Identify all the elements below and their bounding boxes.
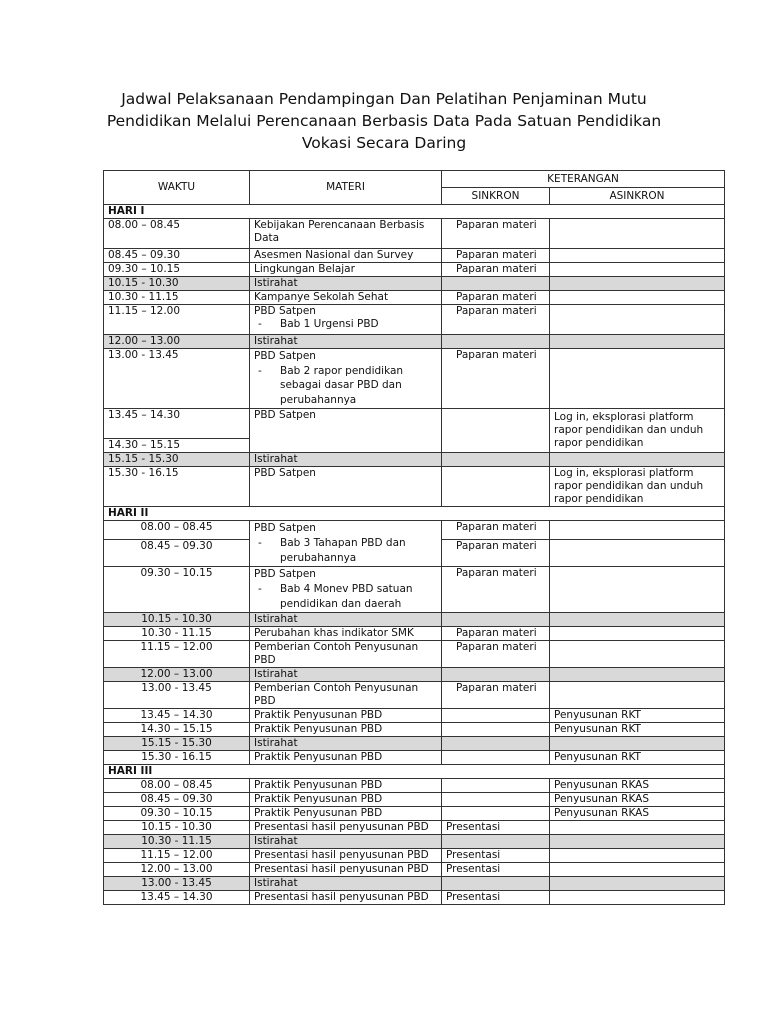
cell-waktu: 08.00 – 08.45 [104,219,250,249]
table-row [104,835,725,849]
cell-waktu: 08.00 – 08.45 [104,521,250,540]
cell-sinkron: Paparan materi [442,249,550,263]
cell-sinkron [442,335,550,349]
sub-item [254,582,437,612]
cell-sinkron: Paparan materi [442,627,550,641]
cell-sinkron [442,277,550,291]
cell-sinkron: Paparan materi [442,263,550,277]
cell-asinkron [550,821,725,835]
title-line-3: Vokasi Secara Daring [301,134,467,152]
sub-item-text: Bab 2 rapor pendidikan sebagai dasar PBD dan perubahannya [280,364,404,406]
cell-materi: Pemberian Contoh Penyusunan PBD [250,641,442,668]
cell-waktu: 10.30 - 11.15 [104,835,250,849]
table-row [104,291,725,305]
cell-sinkron: Paparan materi [442,219,550,249]
cell-sinkron: Paparan materi [442,349,550,409]
cell-sinkron: Paparan materi [442,567,550,613]
cell-materi: Istirahat [250,835,442,849]
cell-waktu: 10.15 - 10.30 [104,613,250,627]
cell-materi [250,305,442,335]
cell-sinkron [442,779,550,793]
cell-asinkron [550,613,725,627]
document-title [60,88,708,154]
cell-sinkron [442,668,550,682]
cell-waktu: 13.45 – 14.30 [104,709,250,723]
cell-sinkron: Presentasi [442,821,550,835]
materi-text: PBD Satpen [254,350,316,362]
cell-materi: Istirahat [250,453,442,467]
table-row [104,668,725,682]
cell-waktu: 13.45 – 14.30 [104,409,250,439]
cell-asinkron [550,249,725,263]
cell-asinkron: Penyusunan RKT [550,723,725,737]
cell-sinkron: Presentasi [442,863,550,877]
cell-asinkron [550,305,725,335]
cell-waktu: 15.30 - 16.15 [104,751,250,765]
cell-sinkron: Presentasi [442,891,550,905]
schedule-table [103,170,725,905]
cell-sinkron [442,737,550,751]
cell-waktu: 09.30 – 10.15 [104,807,250,821]
cell-waktu: 12.00 – 13.00 [104,668,250,682]
cell-sinkron [442,751,550,765]
table-row [104,849,725,863]
cell-sinkron [442,723,550,737]
cell-asinkron: Penyusunan RKT [550,709,725,723]
cell-waktu: 09.30 – 10.15 [104,263,250,277]
cell-waktu: 11.15 – 12.00 [104,641,250,668]
cell-asinkron [550,682,725,709]
cell-asinkron: Penyusunan RKAS [550,807,725,821]
header-sinkron: SINKRON [442,188,550,205]
cell-materi: Praktik Penyusunan PBD [250,779,442,793]
table-row [104,467,725,507]
day-label-hari-3: HARI III [104,765,725,779]
cell-asinkron [550,335,725,349]
cell-materi: Istirahat [250,668,442,682]
cell-materi: Perubahan khas indikator SMK [250,627,442,641]
sub-item-text: Bab 4 Monev PBD satuan pendidikan dan daerah [280,583,413,610]
cell-asinkron [550,521,725,540]
cell-materi: Asesmen Nasional dan Survey [250,249,442,263]
cell-materi: Praktik Penyusunan PBD [250,751,442,765]
cell-asinkron [550,891,725,905]
table-row [104,641,725,668]
cell-waktu: 13.00 - 13.45 [104,877,250,891]
cell-asinkron: Penyusunan RKAS [550,793,725,807]
table-row [104,877,725,891]
cell-sinkron: Paparan materi [442,682,550,709]
cell-materi: Istirahat [250,737,442,751]
cell-materi: Kampanye Sekolah Sehat [250,291,442,305]
cell-waktu: 13.45 – 14.30 [104,891,250,905]
cell-waktu: 08.45 – 09.30 [104,249,250,263]
cell-asinkron [550,849,725,863]
table-row [104,349,725,409]
cell-asinkron [550,277,725,291]
cell-asinkron: Penyusunan RKT [550,751,725,765]
cell-sinkron [442,835,550,849]
bullet-dash: - [258,537,262,549]
table-row [104,263,725,277]
cell-asinkron [550,349,725,409]
cell-sinkron [442,793,550,807]
cell-sinkron: Paparan materi [442,521,550,540]
header-keterangan: KETERANGAN [442,171,725,188]
cell-materi: Istirahat [250,613,442,627]
cell-materi: Praktik Penyusunan PBD [250,793,442,807]
cell-materi: Lingkungan Belajar [250,263,442,277]
cell-materi: Praktik Penyusunan PBD [250,723,442,737]
sub-item [254,318,437,331]
bullet-dash: - [258,364,262,377]
bullet-dash: - [258,318,262,330]
cell-waktu: 11.15 – 12.00 [104,305,250,335]
table-row [104,821,725,835]
table-row [104,627,725,641]
cell-materi: Istirahat [250,877,442,891]
table-row [104,709,725,723]
bullet-dash: - [258,583,262,595]
cell-asinkron [550,263,725,277]
cell-asinkron [550,219,725,249]
table-row [104,751,725,765]
cell-waktu: 14.30 – 15.15 [104,723,250,737]
cell-sinkron [442,877,550,891]
cell-waktu: 14.30 – 15.15 [104,439,250,453]
materi-text: PBD Satpen [254,568,316,580]
header-asinkron: ASINKRON [550,188,725,205]
cell-materi: Kebijakan Perencanaan Berbasis Data [250,219,442,249]
table-row [104,723,725,737]
cell-waktu: 09.30 – 10.15 [104,567,250,613]
table-row [104,335,725,349]
cell-asinkron [550,668,725,682]
title-line-1: Jadwal Pelaksanaan Pendampingan Dan Pelatihan Penjaminan Mutu [121,90,647,108]
cell-waktu: 08.45 – 09.30 [104,793,250,807]
cell-materi: PBD Satpen [250,409,442,453]
table-row [104,737,725,751]
table-row [104,863,725,877]
cell-materi: Presentasi hasil penyusunan PBD [250,849,442,863]
sub-item [254,364,437,408]
cell-materi [250,349,442,409]
table-row [104,613,725,627]
table-row [104,305,725,335]
cell-asinkron [550,835,725,849]
cell-waktu: 12.00 – 13.00 [104,335,250,349]
cell-asinkron [550,540,725,567]
table-row [104,277,725,291]
cell-sinkron: Paparan materi [442,641,550,668]
sub-item-text: Bab 1 Urgensi PBD [280,318,379,330]
cell-asinkron: Penyusunan RKAS [550,779,725,793]
table-row [104,779,725,793]
cell-sinkron: Presentasi [442,849,550,863]
sub-item [254,536,437,566]
cell-sinkron [442,709,550,723]
cell-materi: PBD Satpen [250,467,442,507]
header-waktu: WAKTU [104,171,250,205]
materi-text: PBD Satpen [254,522,316,534]
table-row [104,219,725,249]
cell-asinkron [550,291,725,305]
cell-materi: Presentasi hasil penyusunan PBD [250,891,442,905]
cell-waktu: 10.30 - 11.15 [104,291,250,305]
cell-asinkron [550,567,725,613]
cell-sinkron: Paparan materi [442,291,550,305]
cell-materi [250,521,442,567]
cell-materi: Praktik Penyusunan PBD [250,807,442,821]
table-row [104,567,725,613]
cell-sinkron [442,467,550,507]
cell-waktu: 13.00 - 13.45 [104,349,250,409]
cell-waktu: 10.30 - 11.15 [104,627,250,641]
cell-sinkron [442,613,550,627]
cell-materi: Presentasi hasil penyusunan PBD [250,821,442,835]
table-row [104,521,725,540]
cell-materi: Istirahat [250,335,442,349]
cell-asinkron [550,627,725,641]
cell-asinkron [550,737,725,751]
cell-sinkron [442,807,550,821]
materi-text: PBD Satpen [254,305,316,317]
cell-sinkron [442,453,550,467]
cell-waktu: 08.00 – 08.45 [104,779,250,793]
cell-materi: Istirahat [250,277,442,291]
day-label-hari-1: HARI I [104,205,725,219]
day-label-hari-2: HARI II [104,507,725,521]
cell-waktu: 15.15 - 15.30 [104,453,250,467]
cell-asinkron: Log in, eksplorasi platform rapor pendidikan dan unduh rapor pendidikan [550,409,725,453]
cell-materi: Pemberian Contoh Penyusunan PBD [250,682,442,709]
cell-sinkron: Paparan materi [442,305,550,335]
table-row [104,807,725,821]
table-row [104,891,725,905]
table-row [104,682,725,709]
title-line-2: Pendidikan Melalui Perencanaan Berbasis Data Pada Satuan Pendidikan [106,112,662,130]
cell-waktu: 15.30 - 16.15 [104,467,250,507]
header-materi: MATERI [250,171,442,205]
table-row [104,249,725,263]
cell-waktu: 10.15 - 10.30 [104,277,250,291]
cell-sinkron [442,409,550,453]
cell-materi [250,567,442,613]
cell-asinkron [550,453,725,467]
cell-waktu: 12.00 – 13.00 [104,863,250,877]
cell-asinkron: Log in, eksplorasi platform rapor pendidikan dan unduh rapor pendidikan [550,467,725,507]
cell-waktu: 10.15 - 10.30 [104,821,250,835]
cell-asinkron [550,863,725,877]
sub-item-text: Bab 3 Tahapan PBD dan perubahannya [280,537,406,564]
cell-asinkron [550,877,725,891]
cell-materi: Presentasi hasil penyusunan PBD [250,863,442,877]
cell-waktu: 15.15 - 15.30 [104,737,250,751]
cell-waktu: 13.00 - 13.45 [104,682,250,709]
cell-waktu: 08.45 – 09.30 [104,540,250,567]
cell-asinkron [550,641,725,668]
cell-sinkron: Paparan materi [442,540,550,567]
cell-materi: Praktik Penyusunan PBD [250,709,442,723]
table-row [104,793,725,807]
table-row [104,409,725,439]
table-row [104,453,725,467]
cell-waktu: 11.15 – 12.00 [104,849,250,863]
